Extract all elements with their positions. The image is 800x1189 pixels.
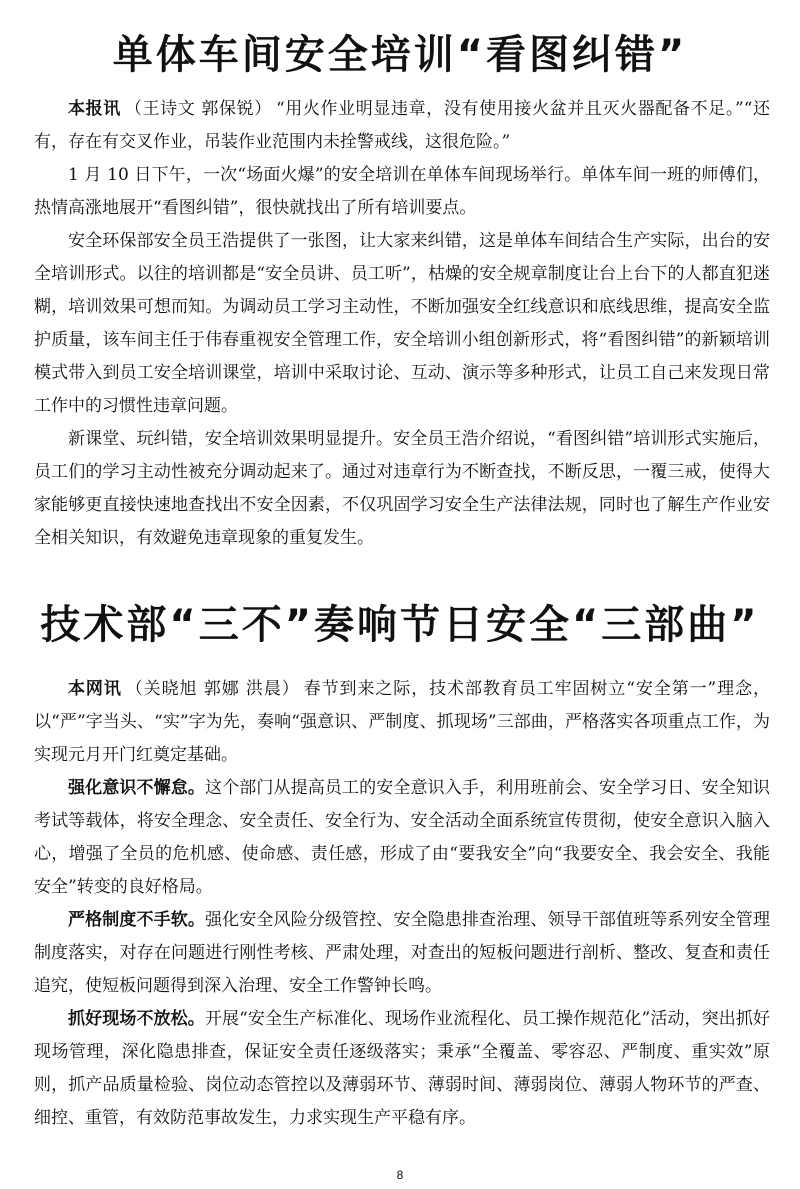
section-heading: 强化意识不懈怠。 bbox=[68, 778, 205, 798]
section-text: 强化安全风险分级管控、安全隐患排查治理、领导干部值班等系列安全管理制度落实，对存在问题进行刚性考核、严肃处理，对查出的短板问题进行剖析、整改、复查和责任追究，使短板问题得到深入治理、安全工作警钟长鸣。 bbox=[34, 910, 770, 996]
article-1-paragraph: 1 月 10 日下午，一次“场面火爆”的安全培训在单体车间现场举行。单体车间一班的师傅们，热情高涨地展开“看图纠错”，很快就找出了所有培训要点。 bbox=[34, 165, 770, 218]
article-2-body bbox=[34, 673, 770, 1135]
page-number: 8 bbox=[396, 1168, 404, 1182]
article-2-intro bbox=[34, 673, 770, 772]
section-text: 开展“安全生产标准化、现场作业流程化、员工操作规范化”活动，突出抓好现场管理，深化隐患排查，保证安全责任逐级落实；秉承“全覆盖、零容忍、严制度、重实效”原则，抓产品质量检验、岗位动态管控以及薄弱环节、薄弱时间、薄弱岗位、薄弱人物环节的严查、细控、重管，有效防范事故发生，力求实现生产平稳有序。 bbox=[34, 1009, 770, 1128]
article-2-section bbox=[34, 1003, 770, 1135]
article-1-paragraph bbox=[34, 93, 770, 159]
article-2-title: 技术部“三不”奏响节日安全“三部曲” bbox=[40, 601, 760, 648]
article-1-title: 单体车间安全培训“看图纠错” bbox=[112, 31, 688, 78]
article-1-paragraph: 安全环保部安全员王浩提供了一张图，让大家来纠错，这是单体车间结合生产实际，出台的安全培训形式。以往的培训都是“安全员讲、员工听”，枯燥的安全规章制度让台上台下的人都直犯迷糊，培训效果可想而知。为调动员工学习主动性，不断加强安全红线意识和底线思维，提高安全监护质量，该车间主任于伟春重视安全管理工作，安全培训小组创新形式，将“看图纠错”的新颖培训模式带入到员工安全培训课堂，培训中采取讨论、互动、演示等多种形式，让员工自己来发现日常工作中的习惯性违章问题。 bbox=[34, 231, 770, 416]
section-heading: 严格制度不手软。 bbox=[68, 910, 205, 930]
article-2-byline: （关晓旭 郭娜 洪晨） bbox=[125, 679, 300, 699]
section-heading: 抓好现场不放松。 bbox=[68, 1009, 205, 1029]
article-2-section bbox=[34, 772, 770, 904]
article-2-intro-text: 春节到来之际，技术部教育员工牢固树立“安全第一”理念，以“严”字当头、“实”字为先，奏响“强意识、严制度、抓现场”三部曲，严格落实各项重点工作，为实现元月开门红奠定基础。 bbox=[34, 679, 771, 765]
article-1-lead-tag: 本报讯 bbox=[68, 99, 121, 119]
section-text: 这个部门从提高员工的安全意识入手，利用班前会、安全学习日、安全知识考试等载体，将安全理念、安全责任、安全行为、安全活动全面系统宣传贯彻，使安全意识入脑入心，增强了全员的危机感、使命感、责任感，形成了由“要我安全”向“我要安全、我会安全、我能安全”转变的良好格局。 bbox=[34, 778, 770, 897]
article-1-paragraph: 新课堂、玩纠错，安全培训效果明显提升。安全员王浩介绍说，“看图纠错”培训形式实施后，员工们的学习主动性被充分调动起来了。通过对违章行为不断查找，不断反思，一覆三戒，使得大家能够更直接快速地查找出不安全因素，不仅巩固学习安全生产法律法规，同时也了解生产作业安全相关知识，有效避免违章现象的重复发生。 bbox=[34, 429, 770, 548]
article-1-paragraph-text: “用火作业明显违章，没有使用接火盆并且灭火器配备不足。”“还有，存在有交叉作业，吊装作业范围内未拴警戒线，这很危险。” bbox=[34, 99, 771, 152]
article-1-byline: （王诗文 郭保锐） bbox=[124, 99, 272, 119]
article-1-body bbox=[34, 93, 770, 555]
article-2-section bbox=[34, 904, 770, 1003]
article-2-lead-tag: 本网讯 bbox=[68, 679, 122, 699]
